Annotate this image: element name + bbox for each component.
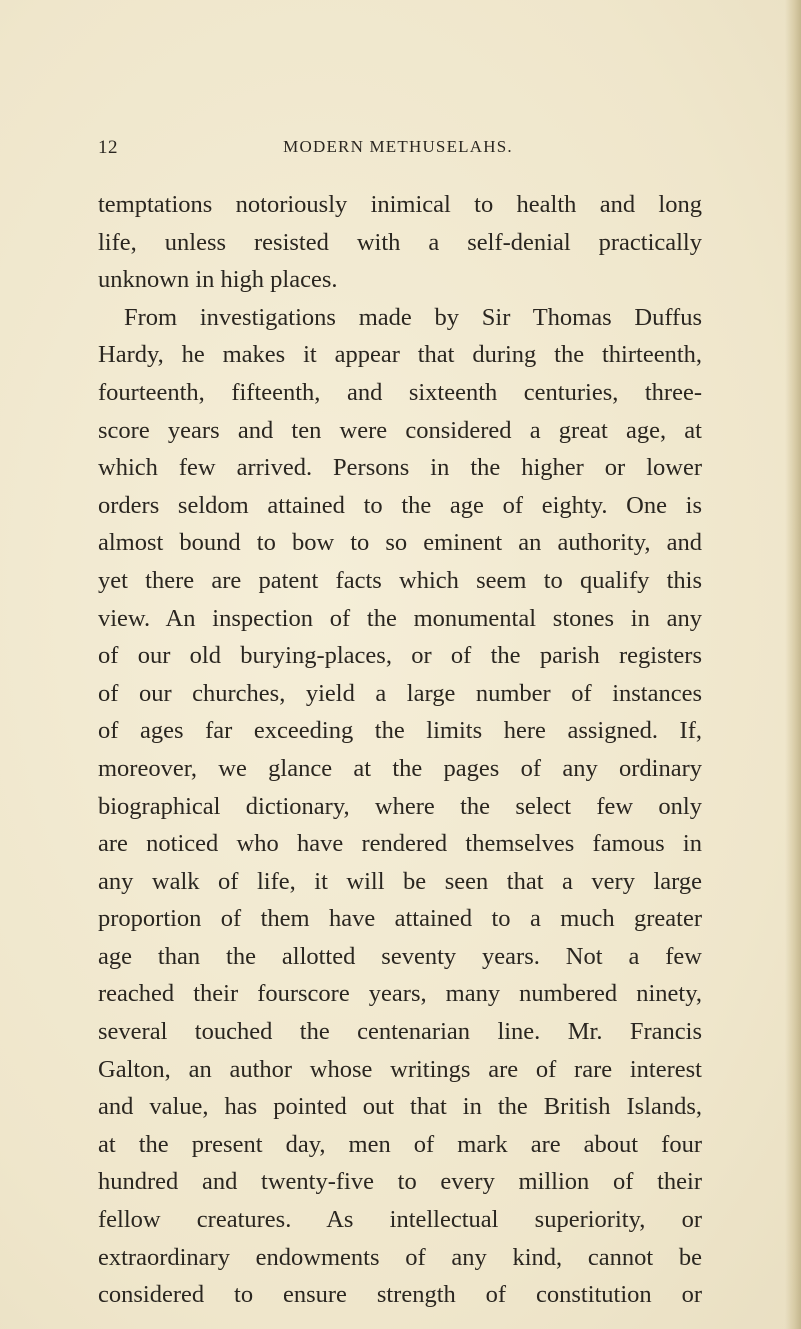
text-line: and value, has pointed out that in the British Islands, [98, 1093, 702, 1121]
page-edge-shadow [785, 0, 801, 1329]
text-line: at the present day, men of mark are about four [98, 1130, 702, 1158]
text-line: reached their fourscore years, many numbered ninety, [98, 980, 702, 1008]
text-line: extraordinary endowments of any kind, cannot be [98, 1243, 702, 1271]
text-line: of ages far exceeding the limits here assigned. If, [98, 717, 702, 745]
text-line: hundred and twenty-five to every million of their [98, 1168, 702, 1196]
running-title: MODERN METHUSELAHS. [283, 137, 513, 156]
text-line: temptations notoriously inimical to health and long [98, 191, 702, 218]
text-line: almost bound to bow to so eminent an authority, and [98, 529, 702, 557]
text-line: life, unless resisted with a self-denial practically [98, 228, 702, 256]
text-line: age than the allotted seventy years. Not a few [98, 942, 702, 970]
text-line: moreover, we glance at the pages of any ordinary [98, 754, 702, 782]
text-line: considered to ensure strength of constitution or [98, 1281, 702, 1309]
text-line: which few arrived. Persons in the higher or lower [98, 454, 702, 482]
text-line: are noticed who have rendered themselves famous in [98, 830, 702, 858]
text-line: of our churches, yield a large number of instances [98, 679, 702, 707]
text-line: fourteenth, fifteenth, and sixteenth centuries, three- [98, 378, 702, 406]
text-line: biographical dictionary, where the select few only [98, 792, 702, 820]
text-line: proportion of them have attained to a much greater [98, 905, 702, 933]
text-line: any walk of life, it will be seen that a very large [98, 867, 702, 895]
text-line: From investigations made by Sir Thomas Duffus [124, 303, 702, 331]
text-line: Hardy, he makes it appear that during the thirteenth, [98, 341, 702, 369]
text-line: fellow creatures. As intellectual superiority, or [98, 1206, 702, 1234]
text-line: unknown in high places. [98, 266, 338, 294]
text-line: yet there are patent facts which seem to qualify this [98, 566, 702, 594]
page-header [98, 137, 698, 167]
text-line: view. An inspection of the monumental stones in any [98, 604, 702, 632]
text-line: of our old burying-places, or of the parish registers [98, 642, 702, 670]
body-text [98, 186, 702, 1314]
text-line: orders seldom attained to the age of eighty. One is [98, 491, 702, 519]
text-line: several touched the centenarian line. Mr. Francis [98, 1018, 702, 1046]
text-line: score years and ten were considered a great age, at [98, 416, 702, 444]
text-line: Galton, an author whose writings are of rare interest [98, 1055, 702, 1083]
page-number: 12 [98, 137, 118, 158]
